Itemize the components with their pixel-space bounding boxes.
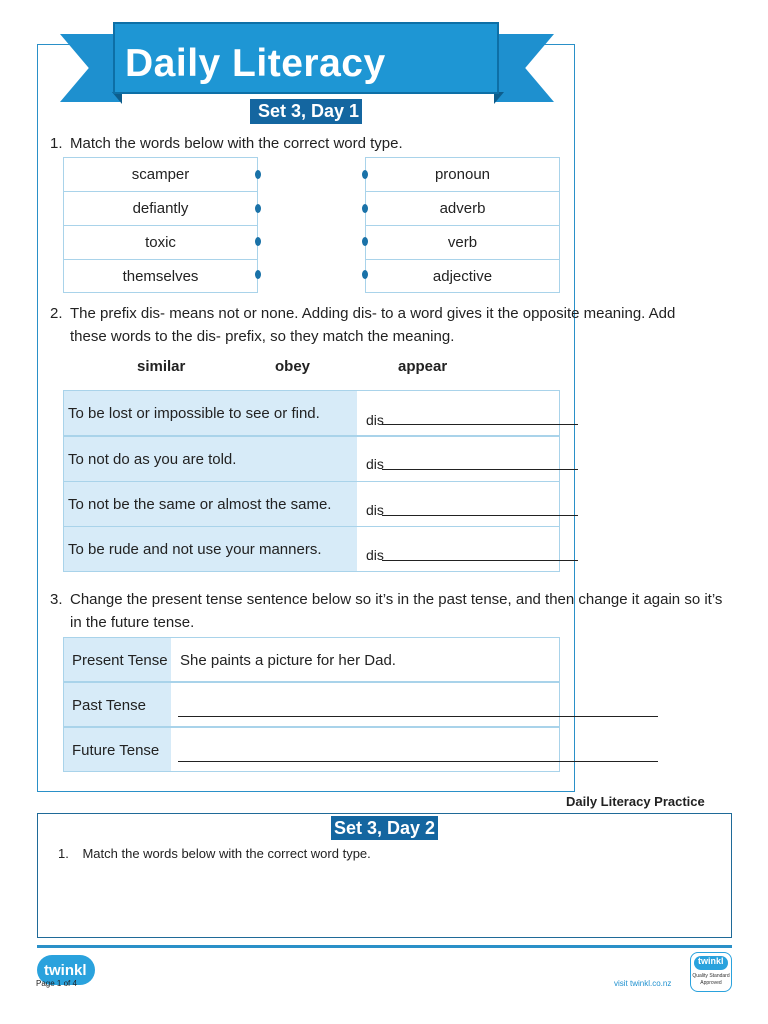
page-number: Page 1 of 4	[36, 979, 77, 988]
q3-number: 3.	[50, 591, 63, 608]
q2-definition: To be rude and not use your manners.	[64, 527, 357, 571]
q2-definition: To be lost or impossible to see or find.	[64, 391, 357, 435]
match-dot-right[interactable]	[362, 237, 368, 246]
visit-link[interactable]: visit twinkl.co.nz	[614, 979, 672, 988]
q2-prefix: dis	[366, 502, 384, 518]
q2-word-option: appear	[398, 358, 448, 375]
q2-row	[63, 390, 560, 436]
q2-row	[63, 481, 560, 527]
q3-row	[63, 637, 560, 682]
q1-type: adverb	[366, 192, 559, 226]
q2-word-option: obey	[275, 358, 311, 375]
q1-types-table	[365, 157, 560, 293]
match-dot-left[interactable]	[255, 270, 261, 279]
twinkl-logo-text: twinkl	[44, 962, 87, 979]
q2-answer-line[interactable]	[382, 424, 578, 425]
page2-q1	[58, 846, 371, 861]
q3-text: Change the present tense sentence below so it’s in the past tense, and then change it again so it’s in the future tense.	[70, 591, 723, 631]
q1-number: 1.	[50, 135, 63, 152]
q3-label: Present Tense	[64, 638, 171, 681]
q1-word: themselves	[122, 268, 199, 285]
q2-definition: To not be the same or almost the same.	[64, 482, 357, 526]
match-dot-right[interactable]	[362, 270, 368, 279]
q1-word: scamper	[64, 158, 257, 192]
page2-q1-text: Match the words below with the correct word type.	[82, 846, 371, 861]
q1-type: adjective	[432, 268, 493, 285]
q3-label: Future Tense	[64, 728, 171, 771]
q3-sentence: She paints a picture for her Dad.	[180, 652, 396, 669]
q1-word: defiantly	[64, 192, 257, 226]
match-dot-right[interactable]	[362, 170, 368, 179]
q3-label: Past Tense	[64, 683, 171, 726]
q2-prefix: dis	[366, 456, 384, 472]
match-dot-left[interactable]	[255, 204, 261, 213]
page2-header: Daily Literacy Practice	[566, 794, 705, 809]
q2-definition: To not do as you are told.	[64, 437, 357, 481]
q1-words-table	[63, 157, 258, 293]
q3-row	[63, 727, 560, 772]
q2-word-option: similar	[137, 358, 186, 375]
q1-word: toxic	[64, 226, 257, 260]
q2-prefix: dis	[366, 412, 384, 428]
footer-rule	[37, 945, 732, 948]
q2-text: The prefix dis- means not or none. Adding dis- to a word gives it the opposite meaning. Add these words to the dis- prefix, so they match the meaning.	[70, 305, 676, 345]
badge-line: Approved	[700, 980, 722, 986]
page-title: Daily Literacy	[125, 42, 386, 85]
match-dot-right[interactable]	[362, 204, 368, 213]
match-dot-left[interactable]	[255, 237, 261, 246]
q2-number: 2.	[50, 305, 63, 322]
q3-answer-line-past[interactable]	[178, 716, 658, 717]
q2-row	[63, 436, 560, 482]
page2-day-label: Set 3, Day 2	[331, 816, 438, 840]
page2-q1-number: 1.	[58, 846, 69, 861]
q2-answer-line[interactable]	[382, 469, 578, 470]
q2-answer-line[interactable]	[382, 515, 578, 516]
q2-answer-line[interactable]	[382, 560, 578, 561]
badge-brand: twinkl	[698, 956, 724, 966]
q2-row	[63, 526, 560, 572]
q3-answer-line-future[interactable]	[178, 761, 658, 762]
q3-row	[63, 682, 560, 727]
q2-prefix: dis	[366, 547, 384, 563]
q1-type: verb	[366, 226, 559, 260]
badge-line: Quality Standard	[692, 973, 730, 979]
day-label: Set 3, Day 1	[250, 99, 362, 124]
match-dot-left[interactable]	[255, 170, 261, 179]
q1-type: pronoun	[366, 158, 559, 192]
q1-text: Match the words below with the correct word type.	[70, 135, 403, 152]
